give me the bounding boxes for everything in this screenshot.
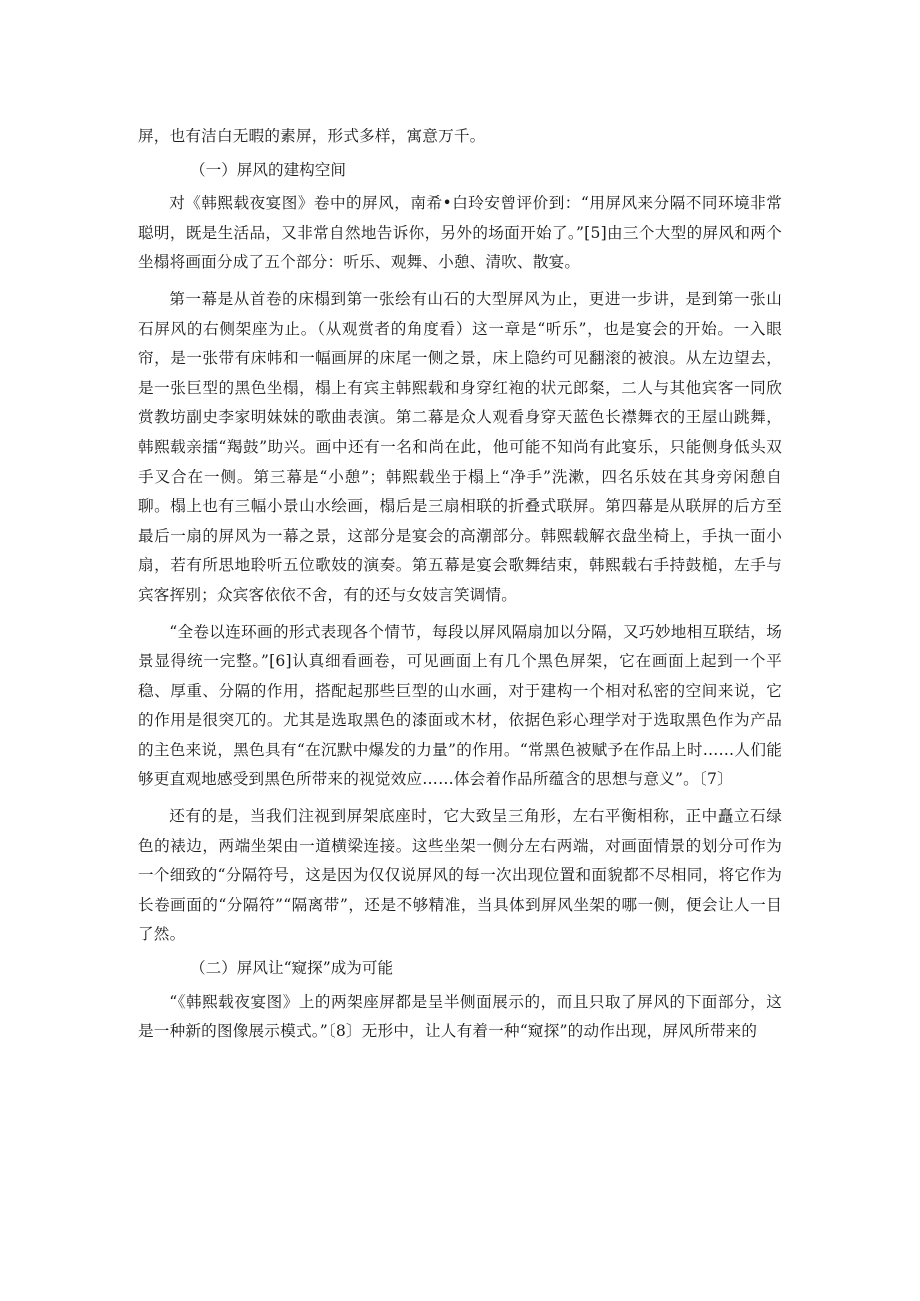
paragraph-continuation: 屏，也有洁白无暇的素屏，形式多样，寓意万千。 [138,127,486,145]
paragraph-peeping: “《韩熙载夜宴图》上的两架座屏都是呈半侧面展示的，而且只取了屏风的下面部分，这是一种新的图像展示模式。”〔8〕无形中，让人有着一种“窥探”的动作出现，屏风所带来的 [138,992,782,1041]
document-body [138,122,782,1047]
paragraph-screen-base: 还有的是，当我们注视到屏架底座时，它大致呈三角形，左右平衡相称，正中矗立石绿色的裱边，两端坐架由一道横梁连接。这些坐架一侧分左右两端，对画面情景的划分可作为一个细致的“分隔符号，这是因为仅仅说屏风的每一次出现位置和面貌都不尽相同，将它作为长卷画面的“分隔符”“隔离带”，还是不够精准，当具体到屏风坐架的哪一侧，便会让人一目了然。 [138,807,782,944]
section-heading-1: （一）屏风的建构空间 [190,160,346,179]
paragraph-black-screens: “全卷以连环画的形式表现各个情节，每段以屏风隔扇加以分隔，又巧妙地相互联结，场景显得统一完整。”[6]认真细看画卷，可见画面上有几个黑色屏架，它在画面上起到一个平稳、厚重、分隔的作用，搭配起那些巨型的山水画，对于建构一个相对私密的空间来说，它的作用是很突兀的。尤其是选取黑色的漆面或木材，依据色彩心理学对于选取黑色作为产品的主色来说，黑色具有“在沉默中爆发的力量”的作用。“常黑色被赋予在作品上时……人们能够更直观地感受到黑色所带来的视觉效应……体会着作品所蕴含的思想与意义”。〔7〕 [138,622,782,789]
paragraph-five-scenes: 第一幕是从首卷的床榻到第一张绘有山石的大型屏风为止，更进一步讲，是到第一张山石屏风的右侧架座为止。（从观赏者的角度看）这一章是“听乐”，也是宴会的开始。一入眼帘，是一张带有床帏和一幅画屏的床尾一侧之景，床上隐约可见翻滚的被浪。从左边望去，是一张巨型的黑色坐榻，榻上有宾主韩熙载和身穿红袍的状元郎粲，二人与其他宾客一同欣赏教坊副史李家明妹妹的歌曲表演。第二幕是众人观看身穿天蓝色长襟舞衣的王屋山跳舞，韩熙载亲擂“羯鼓”助兴。画中还有一名和尚在此，他可能不知尚有此宴乐，只能侧身低头双手叉合在一侧。第三幕是“小憩”；韩熙载坐于榻上“净手”洗漱，四名乐妓在其身旁闲憩自聊。榻上也有三幅小景山水绘画，榻后是三扇相联的折叠式联屏。第四幕是从联屏的后方至最后一扇的屏风为一幕之景，这部分是宴会的高潮部分。韩熙载解衣盘坐椅上，手执一面小扇，若有所思地聆听五位歌妓的演奏。第五幕是宴会歌舞结束，韩熙载右手持鼓槌，左手与宾客挥别；众宾客依依不舍，有的还与女妓言笑调情。 [138,289,782,604]
section-heading-2: （二）屏风让“窥探”成为可能 [190,959,394,978]
paragraph-screen-evaluation: 对《韩熙载夜宴图》卷中的屏风，南希•白玲安曾评价到：“用屏风来分隔不同环境非常聪明，既是生活品，又非常自然地告诉你，另外的场面开始了。”[5]由三个大型的屏风和两个坐榻将画面分成了五个部分：听乐、观舞、小憩、清吹、散宴。 [138,194,782,272]
